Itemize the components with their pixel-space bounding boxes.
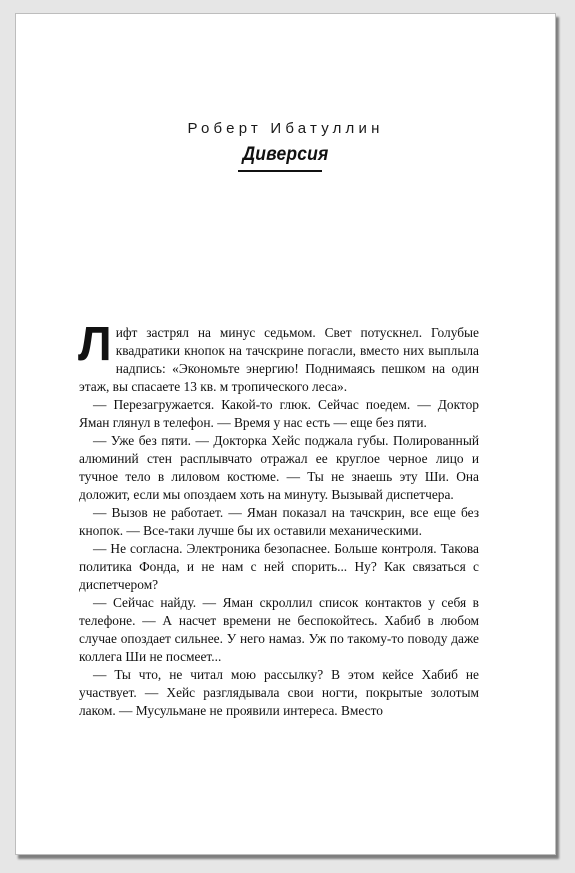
title-underline (238, 170, 322, 172)
book-page (15, 13, 556, 855)
paragraph-1-text: ифт застрял на минус седьмом. Свет потускнел. Голубые квадратики кнопок на тачскрине погасли, вместо них выплыла надпись: «Экономьте энергию! Поднимаясь пешком на один этаж, вы спасаете 13 кв. м тропического леса». (79, 325, 479, 394)
paragraph-6: — Сейчас найду. — Яман скроллил список контактов у себя в телефоне. — А насчет времени не беспокойтесь. Хабиб в любом случае опоздает сильнее. У него намаз. Уж по такому-то поводу даже коллега Ши не посмеет... (79, 595, 479, 664)
story-title: Диверсия (242, 144, 329, 165)
paragraph-7: — Ты что, не читал мою рассылку? В этом кейсе Хабиб не участвует. — Хейс разглядывала свои ногти, покрытые золотым лаком. — Мусульмане не проявили интереса. Вместо (79, 667, 479, 718)
story-text (78, 318, 479, 720)
paragraph-2: — Перезагружается. Какой-то глюк. Сейчас поедем. — Доктор Яман глянул в телефон. — Время у нас есть — еще без пяти. (79, 397, 479, 430)
drop-cap: Л (78, 318, 112, 371)
paragraph-1 (78, 318, 479, 396)
paragraph-4: — Вызов не работает. — Яман показал на тачскрин, все еще без кнопок. — Все-таки лучше бы их оставили механическими. (79, 505, 479, 538)
author-name: Роберт Ибатуллин (187, 120, 384, 137)
paragraph-5: — Не согласна. Электроника безопаснее. Больше контроля. Такова политика Фонда, и не нам с ней спорить... Ну? Как связаться с диспетчером? (79, 541, 479, 592)
paragraph-3: — Уже без пяти. — Докторка Хейс поджала губы. Полированный алюминий стен расплывчато отражал ее круглое черное лицо и тучное тело в лиловом костюме. — Ты не знаешь эту Ши. Она доложит, если мы опоздаем хоть на минуту. Вызывай диспетчера. (79, 433, 479, 502)
